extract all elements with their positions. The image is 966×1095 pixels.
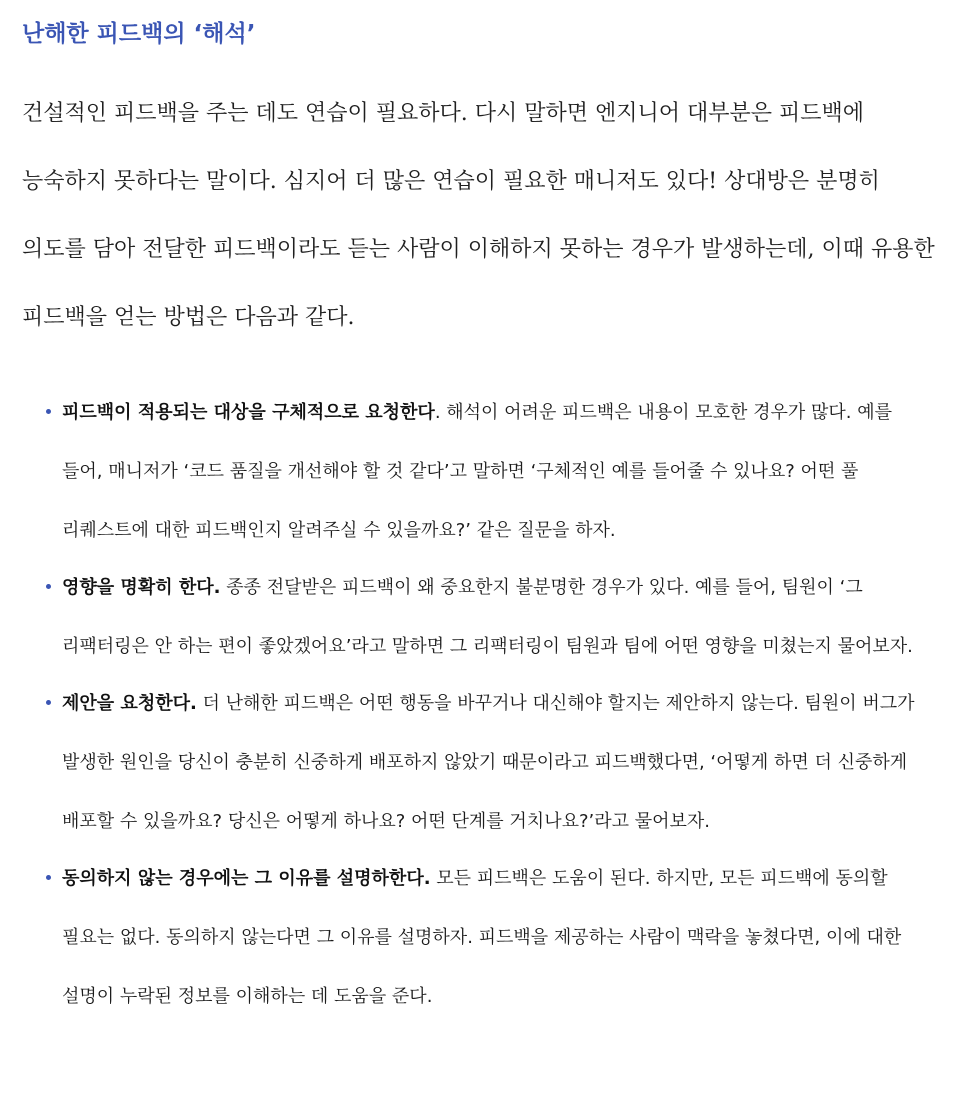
section-heading: 난해한 피드백의 ‘해석’: [22, 21, 256, 47]
bullet-lead-text: 피드백이 적용되는 대상을 구체적으로 요청한다: [62, 402, 435, 423]
list-item: [0, 674, 966, 851]
list-item: [0, 383, 966, 560]
bullet-body-text: 해석이 어려운 피드백은 내용이 모호한 경우가 많다. 예를 들어, 매니저가 ‘코드 품질을 개선해야 할 것 같다’고 말하면 ‘구체적인 예를 들어줄 수 있나요? 어떤 풀 리퀘스트에 대한 피드백인지 알려주실 수 있을까요?’ 같은 질문을 하자.: [62, 402, 892, 541]
bullet-body-text: 모든 피드백은 도움이 된다. 하지만, 모든 피드백에 동의할 필요는 없다. 동의하지 않는다면 그 이유를 설명하자. 피드백을 제공하는 사람이 맥락을 놓쳤다면, 이에 대한 설명이 누락된 정보를 이해하는 데 도움을 준다.: [62, 868, 902, 1007]
bullet-lead-text: 제안을 요청한다.: [62, 693, 197, 714]
bullet-separator: .: [434, 402, 441, 423]
bullet-lead-text: 동의하지 않는 경우에는 그 이유를 설명하한다.: [62, 868, 431, 889]
bullet-body-text: 종종 전달받은 피드백이 왜 중요한지 불분명한 경우가 있다. 예를 들어, 팀원이 ‘그 리팩터링은 안 하는 편이 좋았겠어요’라고 말하면 그 리팩터링이 팀원과 팀에 어떤 영향을 미쳤는지 물어보자.: [62, 577, 913, 657]
bullet-lead-text: 영향을 명확히 한다.: [62, 577, 221, 598]
intro-paragraph: 건설적인 피드백을 주는 데도 연습이 필요하다. 다시 말하면 엔지니어 대부분은 피드백에 능숙하지 못하다는 말이다. 심지어 더 많은 연습이 필요한 매니저도 있다! 상대방은 분명히 의도를 담아 전달한 피드백이라도 듣는 사람이 이해하지 못하는 경우가 발생하는데, 이때 유용한 피드백을 얻는 방법은 다음과 같다.: [22, 101, 935, 330]
list-item: [0, 558, 966, 676]
list-item: [0, 849, 966, 1026]
bullet-dot-icon: [46, 875, 51, 880]
bullet-body-text: 더 난해한 피드백은 어떤 행동을 바꾸거나 대신해야 할지는 제안하지 않는다. 팀원이 버그가 발생한 원인을 당신이 충분히 신중하게 배포하지 않았기 때문이라고 피드백했다면, ‘어떻게 하면 더 신중하게 배포할 수 있을까요? 당신은 어떻게 하나요? 어떤 단계를 거치나요?’라고 물어보자.: [62, 693, 915, 832]
bullet-dot-icon: [46, 584, 51, 589]
bullet-dot-icon: [46, 700, 51, 705]
bullet-dot-icon: [46, 409, 51, 414]
tips-list: [0, 383, 966, 1024]
